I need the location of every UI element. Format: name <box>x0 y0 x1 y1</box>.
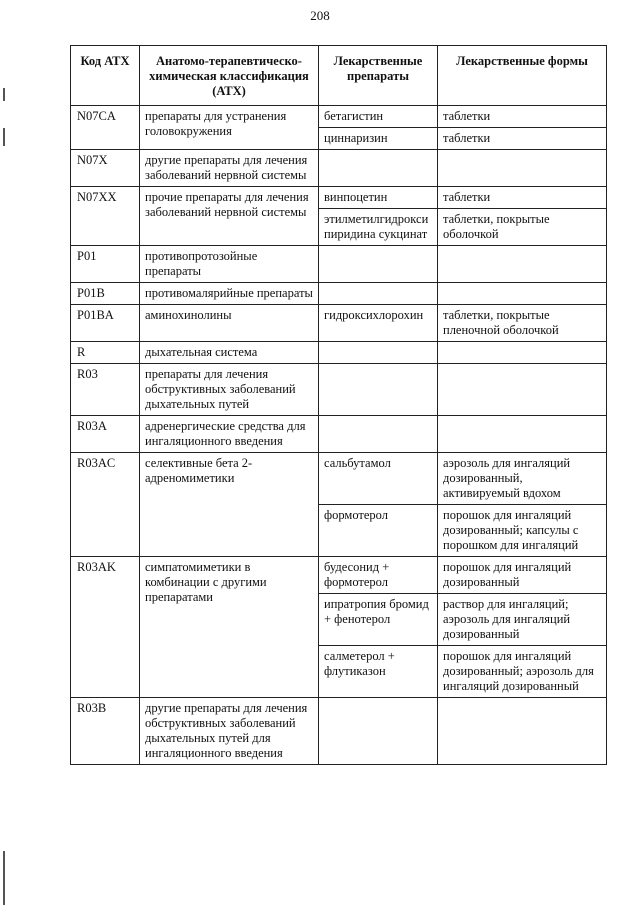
table-row <box>71 364 607 416</box>
drug-name-cell <box>319 364 438 416</box>
table-row <box>71 106 607 128</box>
drug-name-cell <box>319 246 438 283</box>
atc-classification-cell: селективные бета 2-адреномиметики <box>140 453 319 557</box>
drug-name-cell: этилметилгидрокси пиридина сукцинат <box>319 209 438 246</box>
atc-classification-cell: аминохинолины <box>140 305 319 342</box>
drug-form-cell: раствор для ингаляций; аэрозоль для ингаляций дозированный <box>438 594 607 646</box>
atc-code-cell: N07XX <box>71 187 140 246</box>
atc-classification-cell: противомалярийные препараты <box>140 283 319 305</box>
atc-code-cell: P01 <box>71 246 140 283</box>
scan-mark <box>3 851 5 905</box>
atc-code-cell: R03B <box>71 698 140 765</box>
atc-code-cell: P01BA <box>71 305 140 342</box>
drug-name-cell: гидроксихлорохин <box>319 305 438 342</box>
header-classification: Анатомо-терапевтическо-химическая классификация (АТХ) <box>140 46 319 106</box>
scan-mark <box>3 128 5 146</box>
header-forms: Лекарственные формы <box>438 46 607 106</box>
atc-classification-cell: противопротозойные препараты <box>140 246 319 283</box>
atc-classification-cell: препараты для лечения обструктивных заболеваний дыхательных путей <box>140 364 319 416</box>
table-body <box>71 106 607 765</box>
drug-name-cell: салметерол + флутиказон <box>319 646 438 698</box>
header-code: Код АТХ <box>71 46 140 106</box>
atc-code-cell: R03AC <box>71 453 140 557</box>
drug-form-cell: таблетки, покрытые оболочкой <box>438 209 607 246</box>
drug-form-cell: аэрозоль для ингаляций дозированный, активируемый вдохом <box>438 453 607 505</box>
atc-code-cell: R <box>71 342 140 364</box>
table-row <box>71 187 607 209</box>
atc-classification-cell: адренергические средства для ингаляционного введения <box>140 416 319 453</box>
drug-form-cell <box>438 416 607 453</box>
atc-classification-cell: симпатомиметики в комбинации с другими препаратами <box>140 557 319 698</box>
drug-form-cell: таблетки <box>438 106 607 128</box>
atc-table <box>70 45 607 765</box>
table-row <box>71 698 607 765</box>
atc-code-cell: R03AK <box>71 557 140 698</box>
drug-form-cell: таблетки <box>438 187 607 209</box>
atc-classification-cell: препараты для устранения головокружения <box>140 106 319 150</box>
drug-name-cell <box>319 698 438 765</box>
drug-form-cell <box>438 342 607 364</box>
drug-name-cell: будесонид + формотерол <box>319 557 438 594</box>
atc-code-cell: R03 <box>71 364 140 416</box>
drug-name-cell: бетагистин <box>319 106 438 128</box>
table-row <box>71 557 607 594</box>
atc-code-cell: R03A <box>71 416 140 453</box>
table-row <box>71 246 607 283</box>
atc-classification-cell: другие препараты для лечения обструктивных заболеваний дыхательных путей для ингаляционного введения <box>140 698 319 765</box>
table-row <box>71 150 607 187</box>
atc-code-cell: N07CA <box>71 106 140 150</box>
drug-name-cell <box>319 150 438 187</box>
drug-name-cell <box>319 342 438 364</box>
drug-form-cell <box>438 364 607 416</box>
atc-code-cell: N07X <box>71 150 140 187</box>
drug-form-cell: таблетки, покрытые пленочной оболочкой <box>438 305 607 342</box>
drug-name-cell: сальбутамол <box>319 453 438 505</box>
drug-form-cell <box>438 283 607 305</box>
atc-classification-cell: другие препараты для лечения заболеваний нервной системы <box>140 150 319 187</box>
drug-form-cell: порошок для ингаляций дозированный; аэрозоль для ингаляций дозированный <box>438 646 607 698</box>
drug-form-cell <box>438 698 607 765</box>
table-row <box>71 305 607 342</box>
drug-form-cell: порошок для ингаляций дозированный; капсулы с порошком для ингаляций <box>438 505 607 557</box>
drug-form-cell <box>438 246 607 283</box>
header-drugs: Лекарственные препараты <box>319 46 438 106</box>
drug-form-cell: таблетки <box>438 128 607 150</box>
table-row <box>71 453 607 505</box>
atc-classification-cell: дыхательная система <box>140 342 319 364</box>
drug-form-cell: порошок для ингаляций дозированный <box>438 557 607 594</box>
drug-name-cell: ипратропия бромид + фенотерол <box>319 594 438 646</box>
drug-name-cell: циннаризин <box>319 128 438 150</box>
scan-mark <box>3 88 5 101</box>
table-header-row <box>71 46 607 106</box>
drug-name-cell <box>319 416 438 453</box>
table-row <box>71 283 607 305</box>
drug-form-cell <box>438 150 607 187</box>
drug-name-cell <box>319 283 438 305</box>
page-number: 208 <box>310 8 330 23</box>
drug-name-cell: винпоцетин <box>319 187 438 209</box>
atc-classification-cell: прочие препараты для лечения заболеваний нервной системы <box>140 187 319 246</box>
table-row <box>71 416 607 453</box>
atc-code-cell: P01B <box>71 283 140 305</box>
table-row <box>71 342 607 364</box>
drug-name-cell: формотерол <box>319 505 438 557</box>
